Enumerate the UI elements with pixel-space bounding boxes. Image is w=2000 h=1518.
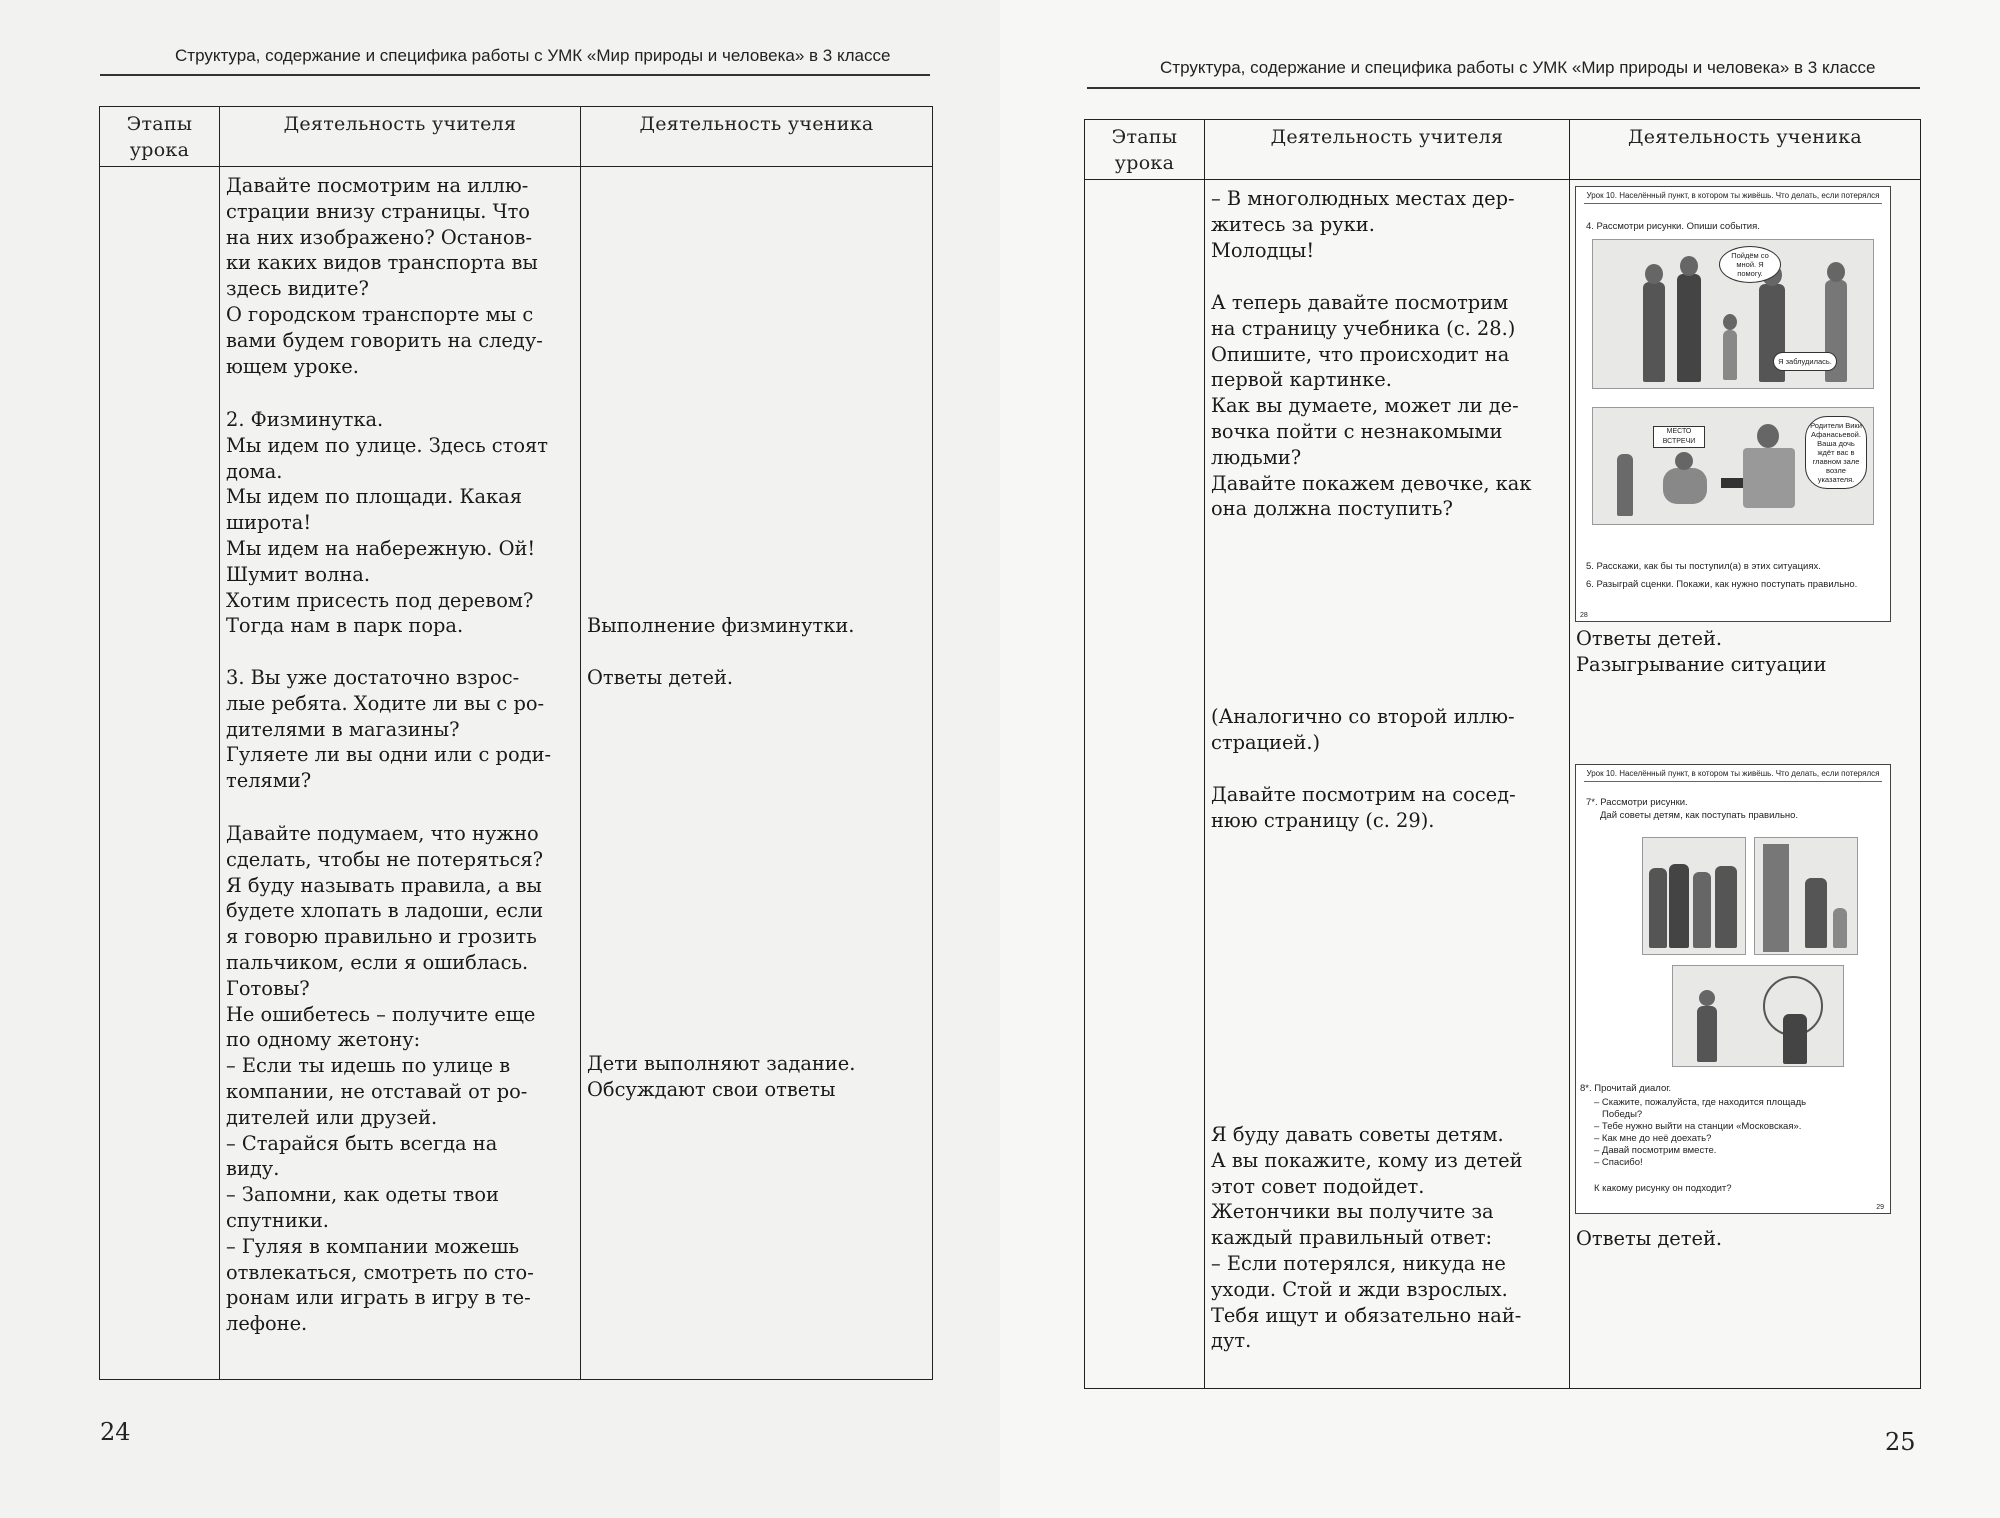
teacher-text: [226, 173, 574, 1337]
station-illustration: [1592, 407, 1874, 525]
text-line: дут.: [1211, 1329, 1252, 1353]
text-block: [226, 821, 574, 1337]
text-line: широта!: [226, 511, 312, 535]
text-line: вами будем говорить на следу-: [226, 328, 543, 352]
teacher-cell: [1205, 180, 1570, 1389]
street-illustration: [1592, 239, 1874, 389]
text-line: – Старайся быть всегда на: [226, 1131, 498, 1155]
running-head-left: Структура, содержание и специфика работы с УМК «Мир природы и человека» в 3 классе: [175, 46, 891, 65]
text-line: страции внизу страницы. Что: [226, 199, 530, 223]
text-line: Молодцы!: [1211, 238, 1315, 262]
dialog-line: – Тебе нужно выйти на станции «Московская».: [1594, 1121, 1802, 1132]
text-line: на них изображено? Останов-: [226, 225, 532, 249]
dialog-line: – Давай посмотрим вместе.: [1594, 1145, 1717, 1156]
text-line: Не ошибетесь – получите еще: [226, 1002, 536, 1026]
head-rule-right: [1087, 87, 1920, 89]
dialog-line: – Как мне до неё доехать?: [1594, 1133, 1712, 1144]
text-line: Мы идем по улице. Здесь стоят: [226, 433, 549, 457]
text-line: спутники.: [226, 1208, 329, 1232]
text-line: вочка пойти с незнакомыми: [1211, 419, 1503, 443]
text-line: Давайте покажем девочке, как: [1211, 471, 1532, 495]
teacher-cell: [220, 167, 581, 1380]
right-page: [1000, 0, 2000, 1518]
speech-bubble-help: Пойдём со мной. Я помогу.: [1719, 246, 1781, 283]
page-number: 24: [100, 1418, 131, 1446]
text-block: [226, 407, 574, 639]
text-line: сделать, чтобы не потеряться?: [226, 847, 544, 871]
header-student: Деятельность ученика: [1570, 120, 1921, 180]
stage-cell: [1085, 180, 1205, 1389]
text-line: Я буду давать советы детям.: [1211, 1123, 1504, 1146]
text-block: [226, 173, 574, 379]
text-line: дома.: [226, 459, 283, 483]
text-line: – Если ты идешь по улице в: [226, 1054, 511, 1078]
header-stages: Этапы урока: [100, 107, 220, 167]
map-illustration: [1672, 965, 1844, 1067]
text-line: Как вы думаете, может ли де-: [1211, 394, 1519, 418]
tower-illustration: [1754, 837, 1858, 955]
text-line: телями?: [226, 769, 312, 793]
text-line: лые ребята. Ходите ли вы с ро-: [226, 691, 545, 715]
text-block: [1576, 626, 1914, 678]
text-line: ки каких видов транспорта вы: [226, 251, 538, 275]
text-block: [1211, 1122, 1563, 1354]
speech-bubble-announcement: Родители Вики Афанасьевой. Ваша дочь ждёт вас в главном зале возле указателя.: [1805, 416, 1867, 489]
text-line: Мы идем по площади. Какая: [226, 485, 522, 509]
text-block: [1211, 704, 1563, 756]
text-line: Давайте посмотрим на сосед-: [1211, 783, 1516, 806]
text-line: страцией.): [1211, 730, 1321, 754]
text-line: я говорю правильно и грозить: [226, 925, 537, 949]
text-line: отвлекаться, смотреть по сто-: [226, 1260, 534, 1284]
text-line: Дети выполняют задание.: [587, 1052, 856, 1075]
speech-bubble-lost: Я заблудилась.: [1773, 352, 1837, 371]
task-4: 4. Рассмотри рисунки. Опиши события.: [1586, 221, 1760, 232]
text-line: Готовы?: [226, 976, 310, 1000]
textbook-question: К какому рисунку он подходит?: [1594, 1183, 1732, 1194]
text-line: ронам или играть в игру в те-: [226, 1286, 531, 1310]
task-5: 5. Расскажи, как бы ты поступил(а) в этих ситуациях.: [1586, 561, 1821, 572]
task-6: 6. Разыграй сценки. Покажи, как нужно поступать правильно.: [1586, 579, 1858, 590]
text-line: – Если потерялся, никуда не: [1211, 1251, 1506, 1275]
text-block: [1576, 1226, 1914, 1252]
lesson-table-left: [99, 106, 933, 1380]
text-line: Разыгрывание ситуации: [1576, 652, 1827, 676]
text-line: – В многолюдных местах дер-: [1211, 187, 1515, 210]
meeting-point-sign: МЕСТО ВСТРЕЧИ: [1653, 426, 1705, 448]
text-line: каждый правильный ответ:: [1211, 1226, 1493, 1250]
student-cell: [581, 167, 933, 1380]
head-rule-left: [100, 74, 930, 76]
text-line: Обсуждают свои ответы: [587, 1077, 836, 1101]
text-line: пальчиком, если я ошиблась.: [226, 950, 529, 974]
header-stages: Этапы урока: [1085, 120, 1205, 180]
text-line: Ответы детей.: [1576, 1227, 1723, 1250]
text-line: Ответы детей.: [1576, 627, 1723, 650]
page-number: 25: [1885, 1428, 1916, 1456]
textbook-page-number: 29: [1876, 1204, 1884, 1211]
text-line: Жетончики вы получите за: [1211, 1200, 1494, 1224]
task-7-text: Дай советы детям, как поступать правильно.: [1600, 810, 1799, 821]
text-line: виду.: [226, 1157, 280, 1181]
text-line: уходи. Стой и жди взрослых.: [1211, 1277, 1508, 1301]
text-line: нюю страницу (с. 29).: [1211, 808, 1435, 832]
text-block: [587, 665, 926, 691]
textbook-page-29: [1575, 764, 1891, 1214]
text-line: дителями в магазины?: [226, 717, 460, 741]
text-line: по одному жетону:: [226, 1028, 421, 1052]
header-teacher: Деятельность учителя: [220, 107, 581, 167]
task-7-title: 7*. Рассмотри рисунки.: [1586, 797, 1688, 808]
text-line: А теперь давайте посмотрим: [1211, 291, 1509, 314]
text-line: Давайте посмотрим на иллю-: [226, 174, 529, 197]
text-line: Тогда нам в парк пора.: [226, 614, 464, 638]
text-line: Тебя ищут и обязательно най-: [1211, 1303, 1522, 1327]
textbook-page-header: Урок 10. Населённый пункт, в котором ты живёшь. Что делать, если потерялся: [1584, 769, 1882, 782]
text-block: [226, 665, 574, 794]
header-teacher: Деятельность учителя: [1205, 120, 1570, 180]
text-line: людьми?: [1211, 445, 1302, 469]
textbook-page-number: 28: [1580, 612, 1588, 619]
text-line: Хотим присесть под деревом?: [226, 588, 534, 612]
text-line: она должна поступить?: [1211, 497, 1453, 521]
text-line: – Запомни, как одеты твои: [226, 1183, 499, 1207]
student-text: [587, 173, 926, 1103]
text-line: Гуляете ли вы одни или с роди-: [226, 743, 552, 767]
text-block: [587, 1051, 926, 1103]
textbook-page-header: Урок 10. Населённый пункт, в котором ты живёшь. Что делать, если потерялся: [1584, 191, 1882, 204]
text-line: первой картинке.: [1211, 368, 1392, 392]
text-line: Давайте подумаем, что нужно: [226, 822, 539, 845]
text-line: здесь видите?: [226, 277, 369, 301]
stage-cell: [100, 167, 220, 1380]
text-line: 3. Вы уже достаточно взрос-: [226, 666, 520, 689]
text-line: (Аналогично со второй иллю-: [1211, 705, 1515, 728]
text-block: [1211, 186, 1563, 263]
running-head-right: Структура, содержание и специфика работы с УМК «Мир природы и человека» в 3 классе: [1160, 58, 1876, 77]
dialog-line: – Скажите, пожалуйста, где находится площадь: [1594, 1097, 1807, 1108]
text-line: Мы идем на набережную. Ой!: [226, 536, 536, 560]
text-block: [1211, 290, 1563, 522]
text-line: Выполнение физминутки.: [587, 614, 855, 637]
text-line: Я буду называть правила, а вы: [226, 873, 542, 897]
text-line: лефоне.: [226, 1312, 308, 1336]
text-line: этот совет подойдет.: [1211, 1174, 1425, 1198]
text-line: Опишите, что происходит на: [1211, 342, 1510, 366]
text-line: – Гуляя в компании можешь: [226, 1234, 520, 1258]
dialog-line: Победы?: [1602, 1109, 1643, 1120]
text-block: [587, 613, 926, 639]
text-block: [1211, 782, 1563, 834]
header-student: Деятельность ученика: [581, 107, 933, 167]
text-line: Ответы детей.: [587, 666, 734, 689]
text-line: компании, не отставай от ро-: [226, 1079, 528, 1103]
text-line: дителей или друзей.: [226, 1105, 438, 1129]
dialog-line: – Спасибо!: [1594, 1157, 1643, 1168]
text-line: 2. Физминутка.: [226, 408, 384, 431]
text-line: житесь за руки.: [1211, 212, 1375, 236]
text-line: ющем уроке.: [226, 354, 359, 378]
text-line: О городском транспорте мы с: [226, 302, 534, 326]
text-line: на страницу учебника (с. 28.): [1211, 316, 1516, 340]
teacher-text: [1211, 186, 1563, 1354]
crowd-illustration: [1642, 837, 1746, 955]
text-line: Шумит волна.: [226, 562, 370, 586]
text-line: будете хлопать в ладоши, если: [226, 899, 544, 923]
textbook-page-28: [1575, 186, 1891, 622]
text-line: А вы покажите, кому из детей: [1211, 1148, 1523, 1172]
task-8: 8*. Прочитай диалог.: [1580, 1083, 1672, 1094]
